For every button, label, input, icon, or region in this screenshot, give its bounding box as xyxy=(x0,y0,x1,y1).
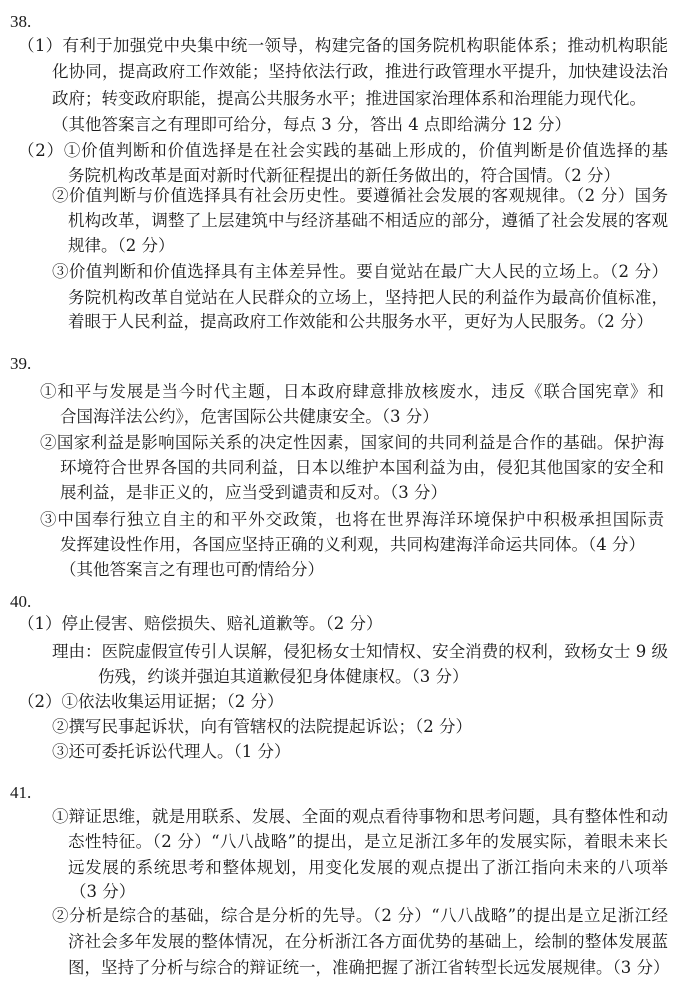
answer-line: ②国家利益是影响国际关系的决定性因素，国家间的共同利益是合作的基础。保护海 xyxy=(40,433,664,452)
answer-line: 着眼于人民利益，提高政府工作效能和公共服务水平，更好为人民服务。（2 分） xyxy=(68,312,653,331)
answer-line: ①和平与发展是当今时代主题，日本政府肆意排放核废水，违反《联合国宪章》和 xyxy=(40,382,664,401)
answer-line: ③中国奉行独立自主的和平外交政策，也将在世界海洋环境保护中积极承担国际责 xyxy=(40,510,664,529)
answer-line: 务院机构改革是面对新时代新征程提出的新任务做出的，符合国情。（2 分） xyxy=(68,166,620,185)
answer-line: 图，坚持了分析与综合的辩证统一，准确把握了浙江省转型长远发展规律。（3 分） xyxy=(68,958,670,977)
answer-line: 化协同，提高政府工作效能；坚持依法行政，推进行政管理水平提升，加快建设法治 xyxy=(52,62,668,81)
answer-line: （1）停止侵害、赔偿损失、赔礼道歉等。（2 分） xyxy=(18,614,383,633)
answer-line: 规律。（2 分） xyxy=(68,236,175,255)
answer-line: （2）①价值判断和价值选择是在社会实践的基础上形成的，价值判断是价值选择的基 xyxy=(18,141,668,160)
scoring-note: （其他答案言之有理也可酌情给分） xyxy=(60,560,324,579)
question-number-38: 38. xyxy=(10,12,32,31)
answer-line: 机构改革，调整了上层建筑中与经济基础不相适应的部分，遵循了社会发展的客观 xyxy=(68,211,668,230)
answer-line: ②撰写民事起诉状，向有管辖权的法院提起诉讼；（2 分） xyxy=(52,717,472,736)
answer-line: 环境符合世界各国的共同利益，日本以维护本国利益为由，侵犯其他国家的安全和 xyxy=(60,458,664,477)
answer-line: 合国海洋法公约》，危害国际公共健康安全。（3 分） xyxy=(60,407,439,426)
scoring-note: （其他答案言之有理即可给分，每点 3 分，答出 4 点即给满分 12 分） xyxy=(52,115,571,134)
answer-line: 政府；转变政府职能，提高公共服务水平；推进国家治理体系和治理能力现代化。 xyxy=(52,89,646,108)
answer-line: 伤残，约谈并强迫其道歉侵犯身体健康权。（3 分） xyxy=(98,667,469,686)
question-number-41: 41. xyxy=(10,783,32,802)
question-number-40: 40. xyxy=(10,592,32,611)
answer-line: ②价值判断与价值选择具有社会历史性。要遵循社会发展的客观规律。（2 分）国务 xyxy=(52,186,668,205)
answer-line: 理由：医院虚假宣传引人误解，侵犯杨女士知情权、安全消费的权利，致杨女士 9 级 xyxy=(52,642,668,661)
answer-line: ①辩证思维，就是用联系、发展、全面的观点看待事物和思考问题，具有整体性和动 xyxy=(52,807,668,826)
question-number-39: 39. xyxy=(10,354,32,373)
answer-line: 发挥建设性作用，各国应坚持正确的义利观，共同构建海洋命运共同体。（4 分） xyxy=(60,535,645,554)
answer-line: 展利益，是非正义的，应当受到谴责和反对。（3 分） xyxy=(60,483,447,502)
answer-line: ②分析是综合的基础，综合是分析的先导。（2 分）“八八战略”的提出是立足浙江经 xyxy=(52,906,668,925)
answer-line: 务院机构改革自觉站在人民群众的立场上，坚持把人民的利益作为最高价值标准， xyxy=(68,288,668,307)
answer-line: ③还可委托诉讼代理人。（1 分） xyxy=(52,742,291,761)
answer-line: （3 分） xyxy=(70,882,136,901)
answer-line: 态性特征。（2 分）“八八战略”的提出，是立足浙江多年的发展实际，着眼未来长 xyxy=(68,832,668,851)
answer-line: （1）有利于加强党中央集中统一领导，构建完备的国务院机构职能体系；推动机构职能 xyxy=(18,36,668,55)
answer-line: ③价值判断和价值选择具有主体差异性。要自觉站在最广大人民的立场上。（2 分） xyxy=(52,262,668,281)
answer-line: （2）①依法收集运用证据；（2 分） xyxy=(18,692,284,711)
answer-line: 远发展的系统思考和整体规划，用变化发展的观点提出了浙江指向未来的八项举 xyxy=(68,858,668,877)
answer-line: 济社会多年发展的整体情况，在分析浙江各方面优势的基础上，绘制的整体发展蓝 xyxy=(68,932,668,951)
